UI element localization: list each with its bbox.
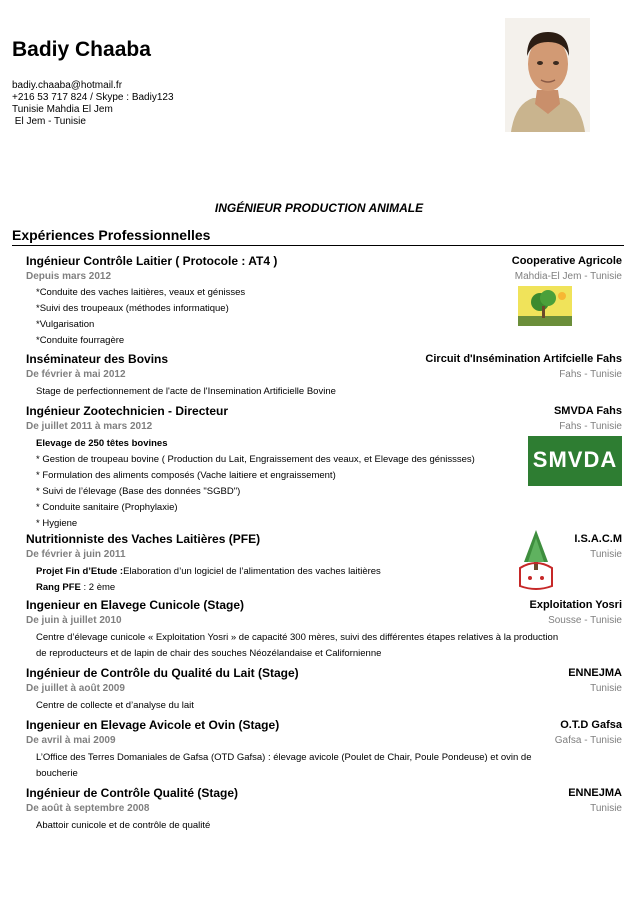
experience-line: * Gestion de troupeau bovine ( Production du Lait, Engraissement des veaux, et Elevage des génissses) [36, 454, 475, 465]
experience-location: Gafsa - Tunisie [554, 735, 622, 746]
experience-location: Mahdia-El Jem - Tunisie [514, 271, 622, 282]
experience-line: L’Office des Terres Domaniales de Gafsa (OTD Gafsa) : élevage avicole (Poulet de Chair, Poule Pondeuse) et ovin de [36, 752, 532, 763]
experience-location: Sousse - Tunisie [548, 615, 622, 626]
experience-title: Nutritionniste des Vaches Laitières (PFE) [26, 532, 261, 546]
experience-line: * Hygiene [36, 518, 78, 529]
experience-line: * Formulation des aliments composés (Vache laitiere et engraissement) [36, 470, 336, 481]
contact-phone: +216 53 717 824 / Skype : Badiy123 [12, 92, 174, 103]
experience-date: De février à mai 2012 [26, 369, 126, 380]
experience-date: De août à septembre 2008 [26, 803, 150, 814]
experience-org: ENNEJMA [568, 787, 622, 799]
experience-line: *Suivi des troupeaux (méthodes informatique) [36, 303, 229, 314]
experience-title: Ingénieur de Contrôle Qualité (Stage) [26, 786, 239, 800]
experience-title: Inséminateur des Bovins [26, 352, 169, 366]
job-headline: INGÉNIEUR PRODUCTION ANIMALE [214, 201, 424, 215]
rank-text: : 2 ème [80, 582, 116, 593]
experience-org: Circuit d'Insémination Artifcielle Fahs [425, 353, 622, 365]
experience-title: Ingénieur Zootechnicien - Directeur [26, 404, 229, 418]
project-label: Projet Fin d’Etude : [36, 566, 124, 577]
experience-title: Ingénieur Contrôle Laitier ( Protocole : AT4 ) [26, 254, 278, 268]
cooperative-logo [518, 286, 572, 326]
candidate-name: Badiy Chaaba [12, 38, 151, 61]
experience-line: boucherie [36, 768, 78, 779]
profile-photo [505, 18, 590, 132]
project-text: Elaboration d’un logiciel de l’alimentation des vaches laitières [123, 566, 381, 577]
experience-org: Cooperative Agricole [511, 255, 622, 267]
experience-line: Centre d’élevage cunicole « Exploitation Yosri » de capacité 300 mères, suivi des différentes étapes relatives à la production [36, 632, 559, 643]
experience-line: *Vulgarisation [36, 319, 95, 330]
experience-location: Tunisie [590, 683, 622, 694]
isacm-logo [512, 528, 560, 592]
experience-line: de reproducteurs et de lapin de chair des souches Néozélandaise et Californienne [36, 648, 382, 659]
experience-location: Tunisie [590, 803, 622, 814]
experience-org: Exploitation Yosri [529, 599, 622, 611]
experience-location: Fahs - Tunisie [559, 369, 622, 380]
section-divider [12, 245, 624, 246]
experience-org: SMVDA Fahs [553, 405, 622, 417]
experience-line: Elevage de 250 têtes bovines [36, 438, 168, 449]
experience-title: Ingenieur en Elavege Cunicole (Stage) [26, 598, 245, 612]
experience-line: Abattoir cunicole et de contrôle de qualité [36, 820, 211, 831]
experience-line [36, 580, 115, 595]
contact-address: Tunisie Mahdia El Jem [12, 104, 113, 115]
experience-date: De février à juin 2011 [26, 549, 126, 560]
experience-org: I.S.A.C.M [574, 533, 622, 545]
experience-location: Fahs - Tunisie [559, 421, 622, 432]
rank-label: Rang PFE [36, 582, 81, 593]
contact-city: El Jem - Tunisie [12, 116, 86, 127]
experience-line: *Conduite fourragère [36, 335, 125, 346]
experience-org: O.T.D Gafsa [560, 719, 622, 731]
experience-title: Ingénieur de Contrôle du Qualité du Lait (Stage) [26, 666, 299, 680]
experience-location: Tunisie [590, 549, 622, 560]
contact-email: badiy.chaaba@hotmail.fr [12, 80, 123, 91]
smvda-logo-text: SMVDA [532, 447, 618, 472]
experience-title: Ingenieur en Elevage Avicole et Ovin (Stage) [26, 718, 280, 732]
experience-line: Stage de perfectionnement de l'acte de l'Insemination Artificielle Bovine [36, 386, 336, 397]
experience-line: *Conduite des vaches laitières, veaux et génisses [36, 287, 246, 298]
experience-date: Depuis mars 2012 [26, 271, 112, 282]
experience-date: De avril à mai 2009 [26, 735, 116, 746]
experience-line: Centre de collecte et d’analyse du lait [36, 700, 194, 711]
experience-line: * Conduite sanitaire (Prophylaxie) [36, 502, 178, 513]
experience-date: De juin à juillet 2010 [26, 615, 122, 626]
smvda-logo [528, 436, 622, 486]
experience-org: ENNEJMA [568, 667, 622, 679]
experience-line: * Suivi de l’élevage (Base des données "SGBD") [36, 486, 241, 497]
experience-line [36, 564, 381, 579]
section-title: Expériences Professionnelles [12, 227, 211, 243]
experience-date: De juillet à août 2009 [26, 683, 125, 694]
experience-date: De juillet 2011 à mars 2012 [26, 421, 153, 432]
